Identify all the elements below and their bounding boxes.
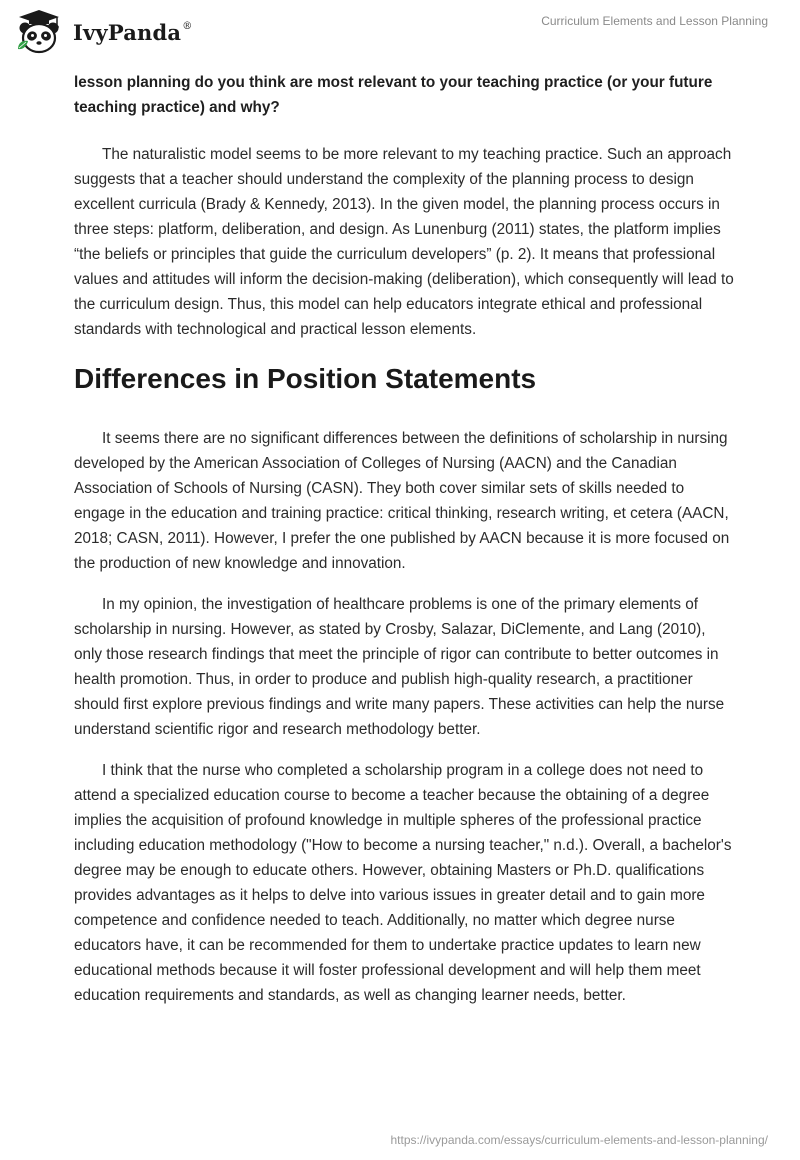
page-header	[0, 0, 800, 60]
paragraph: In my opinion, the investigation of healthcare problems is one of the primary elements of scholarship in nursing. However, as stated by Crosby, Salazar, DiClemente, and Lang (2010), only those research findings that meet the principle of rigor can contribute to better outcomes in health promotion. Thus, in order to produce and publish high-quality research, a practitioner should first explore previous findings and write many papers. These activities can help the nurse understand scientific rigor and research methodology better.	[74, 596, 725, 738]
registered-mark: ®	[182, 20, 193, 32]
brand-logo[interactable]	[14, 9, 192, 55]
question-text: lesson planning do you think are most relevant to your teaching practice (or your future teaching practice) and why?	[74, 74, 713, 116]
brand-name	[73, 20, 192, 45]
brand-name-text: IvyPanda	[73, 19, 182, 45]
paragraph: I think that the nurse who completed a scholarship program in a college does not need to attend a specialized education course to become a teacher because the obtaining of a degree implies the acquisition of profound knowledge in multiple spheres of the professional practice including education methodology ("How to become a nursing teacher," n.d.). Overall, a bachelor's degree may be enough to educate others. However, obtaining Masters or Ph.D. qualifications provides advantages as it helps to delve into various issues in greater detail and to gain more competence and confidence needed to teach. Additionally, no matter which degree nurse educators have, it can be recommended for them to undertake practice updates to learn new educational methods because it will foster professional development and will help them meet education requirements and standards, as well as changing learner needs, better.	[74, 762, 732, 1004]
paragraph: The naturalistic model seems to be more relevant to my teaching practice. Such an approach suggests that a teacher should understand the complexity of the planning process to design excellent curricula (Brady & Kennedy, 2013). In the given model, the planning process occurs in three steps: platform, deliberation, and design. As Lunenburg (2011) states, the platform implies “the beliefs or principles that guide the curriculum developers” (p. 2). It means that professional values and attitudes will inform the decision-making (deliberation), which consequently will lead to the curriculum design. Thus, this model can help educators integrate ethical and professional standards with technological and practical lesson elements.	[74, 146, 734, 338]
panda-logo-icon	[14, 9, 64, 55]
section-heading: Differences in Position Statements	[74, 363, 537, 394]
paragraph: It seems there are no significant differences between the definitions of scholarship in nursing developed by the American Association of Colleges of Nursing (AACN) and the Canadian Association of Schools of Nursing (CASN). They both cover similar sets of skills needed to engage in the education and training practice: critical thinking, research writing, et cetera (AACN, 2018; CASN, 2011). However, I prefer the one published by AACN because it is more focused on the production of new knowledge and innovation.	[74, 430, 730, 572]
essay-body	[74, 70, 734, 1024]
document-title: Curriculum Elements and Lesson Planning	[541, 14, 768, 28]
source-url[interactable]: https://ivypanda.com/essays/curriculum-elements-and-lesson-planning/	[390, 1133, 768, 1147]
